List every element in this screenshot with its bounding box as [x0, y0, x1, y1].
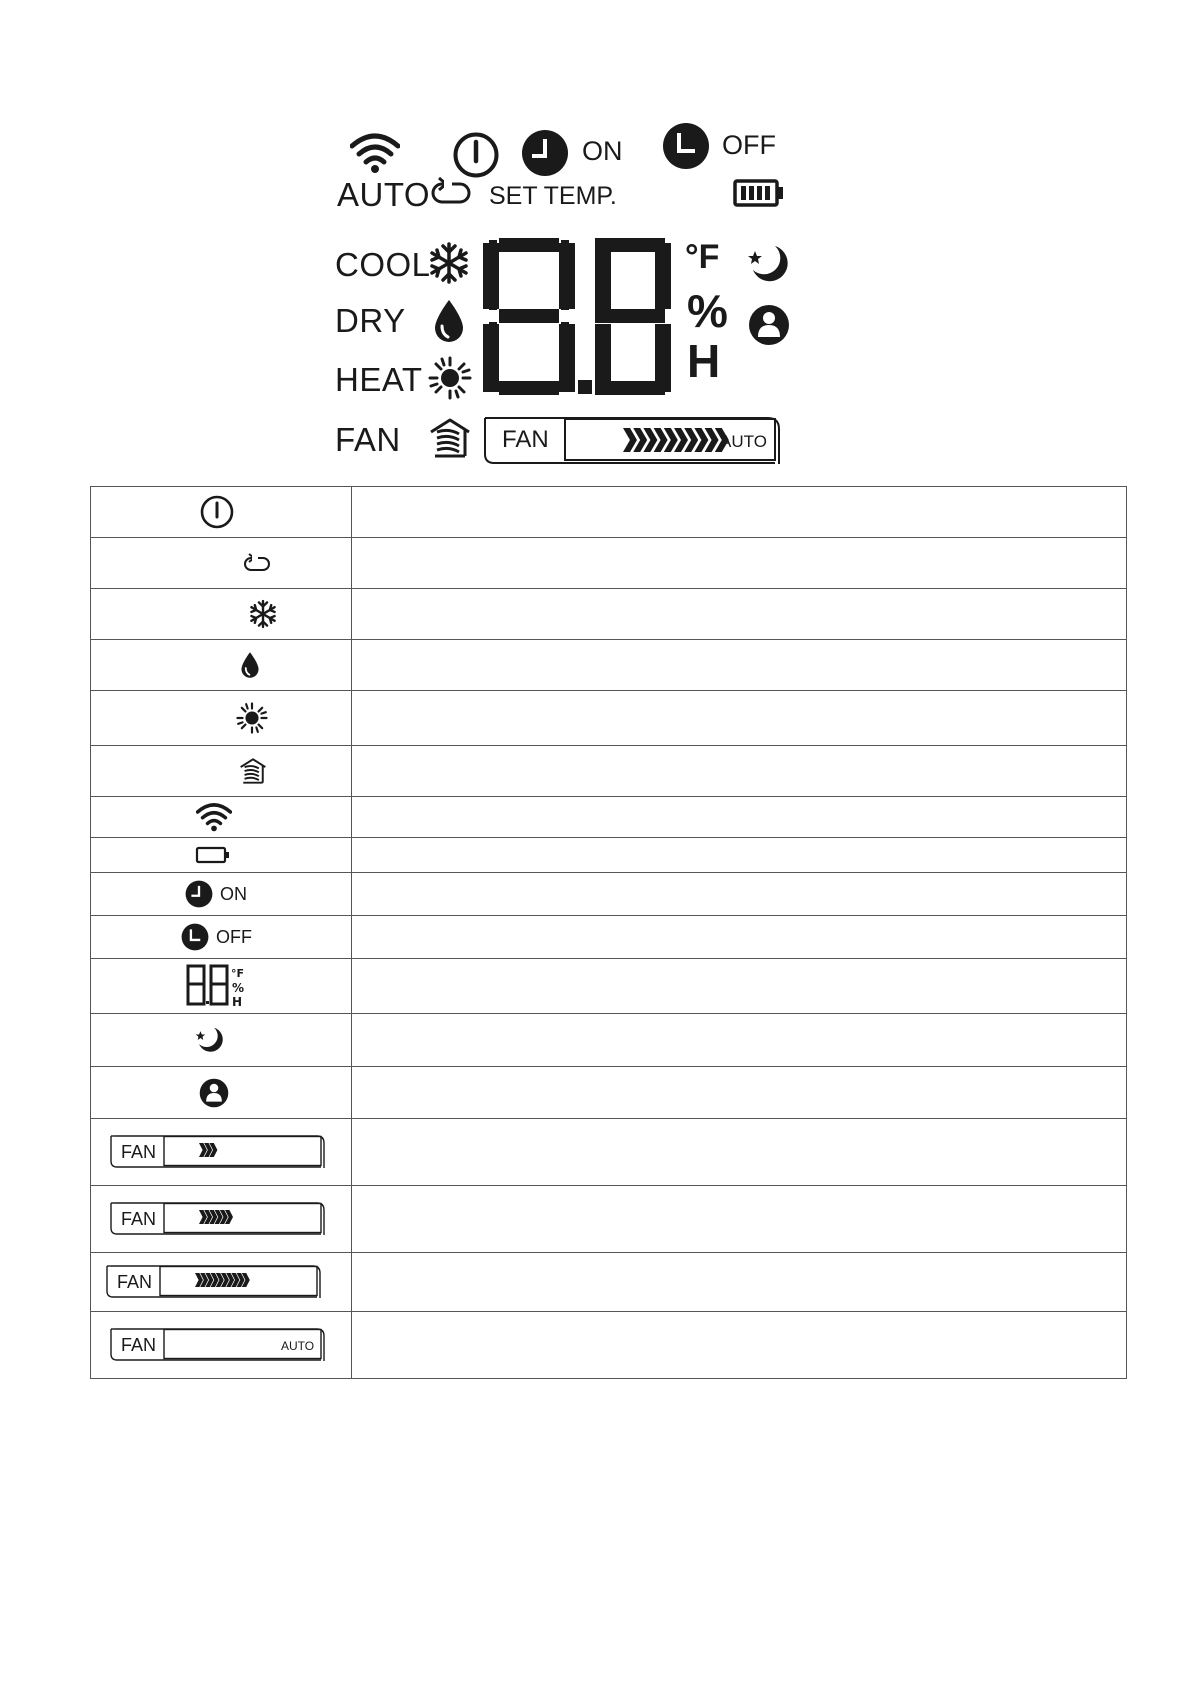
- auto-mode-icon: [242, 552, 272, 574]
- fan-speed-auto-icon: [109, 1327, 331, 1363]
- set-temp-label: SET TEMP.: [489, 182, 617, 210]
- symbol-cell: [91, 589, 352, 640]
- description-cell: [352, 873, 1127, 916]
- heat-mode-label: HEAT: [335, 361, 423, 398]
- person-icon: [748, 304, 790, 346]
- fan-mode-icon: [239, 758, 267, 784]
- timer-on-label: ON: [582, 136, 623, 166]
- digit-display: [483, 238, 683, 396]
- unit-fahrenheit: °F: [685, 238, 720, 276]
- description-cell: [352, 916, 1127, 959]
- symbol-cell: [91, 916, 352, 959]
- fan-bar-label: FAN: [121, 1209, 157, 1229]
- fan-chevron: [623, 428, 637, 452]
- description-cell: [352, 1186, 1127, 1253]
- power-icon: [199, 494, 235, 530]
- table-row: [91, 797, 1127, 838]
- fan-bar-label: FAN: [121, 1335, 157, 1355]
- digit-display-icon: [185, 963, 247, 1009]
- symbol-cell: [91, 1312, 352, 1379]
- table-row: [91, 538, 1127, 589]
- snowflake-icon: [248, 599, 278, 629]
- sun-icon: [428, 356, 472, 400]
- table-row: [91, 916, 1127, 959]
- table-row: [91, 691, 1127, 746]
- fan-speed-high-icon: [105, 1264, 327, 1300]
- timer-off-label: OFF: [722, 130, 776, 160]
- symbol-cell: [91, 1186, 352, 1253]
- cool-mode-label: COOL: [335, 246, 431, 283]
- auto-mode-icon: [430, 176, 472, 206]
- symbol-cell: [91, 640, 352, 691]
- table-row: [91, 1253, 1127, 1312]
- fan-bar-auto-label: AUTO: [281, 1339, 315, 1353]
- fan-bar-label: FAN: [502, 426, 549, 453]
- timer-off-label: OFF: [216, 927, 252, 947]
- table-row: [91, 838, 1127, 873]
- fan-speed-medium-icon: [109, 1201, 331, 1237]
- fan-bar-label: FAN: [121, 1142, 157, 1162]
- description-cell: [352, 797, 1127, 838]
- table-row: [91, 1119, 1127, 1186]
- description-cell: [352, 487, 1127, 538]
- symbol-cell: [91, 838, 352, 873]
- snowflake-icon: [427, 241, 471, 285]
- description-cell: [352, 746, 1127, 797]
- symbol-cell: [91, 487, 352, 538]
- fan-bar-auto-label: AUTO: [720, 432, 767, 451]
- svg-text:°F: °F: [231, 967, 245, 980]
- table-row: [91, 1014, 1127, 1067]
- symbol-cell: [91, 873, 352, 916]
- table-row: [91, 873, 1127, 916]
- symbol-cell: [91, 691, 352, 746]
- description-cell: [352, 1119, 1127, 1186]
- table-row: [91, 1067, 1127, 1119]
- symbol-cell: [91, 1119, 352, 1186]
- unit-percent: %: [687, 285, 728, 337]
- unit-hours: H: [687, 335, 721, 387]
- table-row: [91, 959, 1127, 1014]
- table-row: [91, 487, 1127, 538]
- water-drop-icon: [431, 298, 467, 344]
- table-row: [91, 640, 1127, 691]
- description-cell: [352, 538, 1127, 589]
- svg-text:H: H: [232, 995, 243, 1009]
- timer-on-icon: [521, 129, 569, 177]
- description-cell: [352, 691, 1127, 746]
- wifi-icon: [350, 132, 400, 174]
- description-cell: [352, 1014, 1127, 1067]
- description-cell: [352, 959, 1127, 1014]
- table-row: [91, 1186, 1127, 1253]
- fan-mode-icon: [429, 418, 471, 458]
- lcd-panel: [335, 120, 850, 470]
- power-icon: [452, 131, 500, 179]
- symbol-cell: [91, 797, 352, 838]
- water-drop-icon: [239, 651, 261, 679]
- fan-mode-label: FAN: [335, 421, 401, 458]
- auto-mode-label: AUTO: [337, 176, 431, 213]
- table-row: [91, 589, 1127, 640]
- description-cell: [352, 640, 1127, 691]
- timer-on-icon: [185, 880, 247, 908]
- description-cell: [352, 1253, 1127, 1312]
- symbol-cell: [91, 538, 352, 589]
- battery-icon: [195, 845, 231, 865]
- timer-off-icon: [662, 122, 710, 170]
- symbol-cell: [91, 1014, 352, 1067]
- person-icon: [199, 1078, 229, 1108]
- fan-bar-label: FAN: [117, 1272, 153, 1292]
- symbol-cell: [91, 959, 352, 1014]
- table-row: [91, 1312, 1127, 1379]
- sleep-moon-icon: [195, 1025, 225, 1055]
- symbol-cell: [91, 746, 352, 797]
- timer-on-label: ON: [220, 884, 247, 904]
- symbol-cell: [91, 1253, 352, 1312]
- table-row: [91, 746, 1127, 797]
- battery-icon: [733, 178, 785, 208]
- timer-off-icon: [181, 923, 252, 951]
- sun-icon: [236, 702, 268, 734]
- dry-mode-label: DRY: [335, 302, 406, 339]
- wifi-icon: [196, 802, 232, 832]
- description-cell: [352, 1067, 1127, 1119]
- legend-table: [90, 486, 1127, 1379]
- fan-speed-low-icon: [109, 1134, 331, 1170]
- symbol-cell: [91, 1067, 352, 1119]
- svg-text:%: %: [232, 981, 245, 995]
- description-cell: [352, 1312, 1127, 1379]
- sleep-moon-icon: [747, 242, 791, 286]
- description-cell: [352, 838, 1127, 873]
- description-cell: [352, 589, 1127, 640]
